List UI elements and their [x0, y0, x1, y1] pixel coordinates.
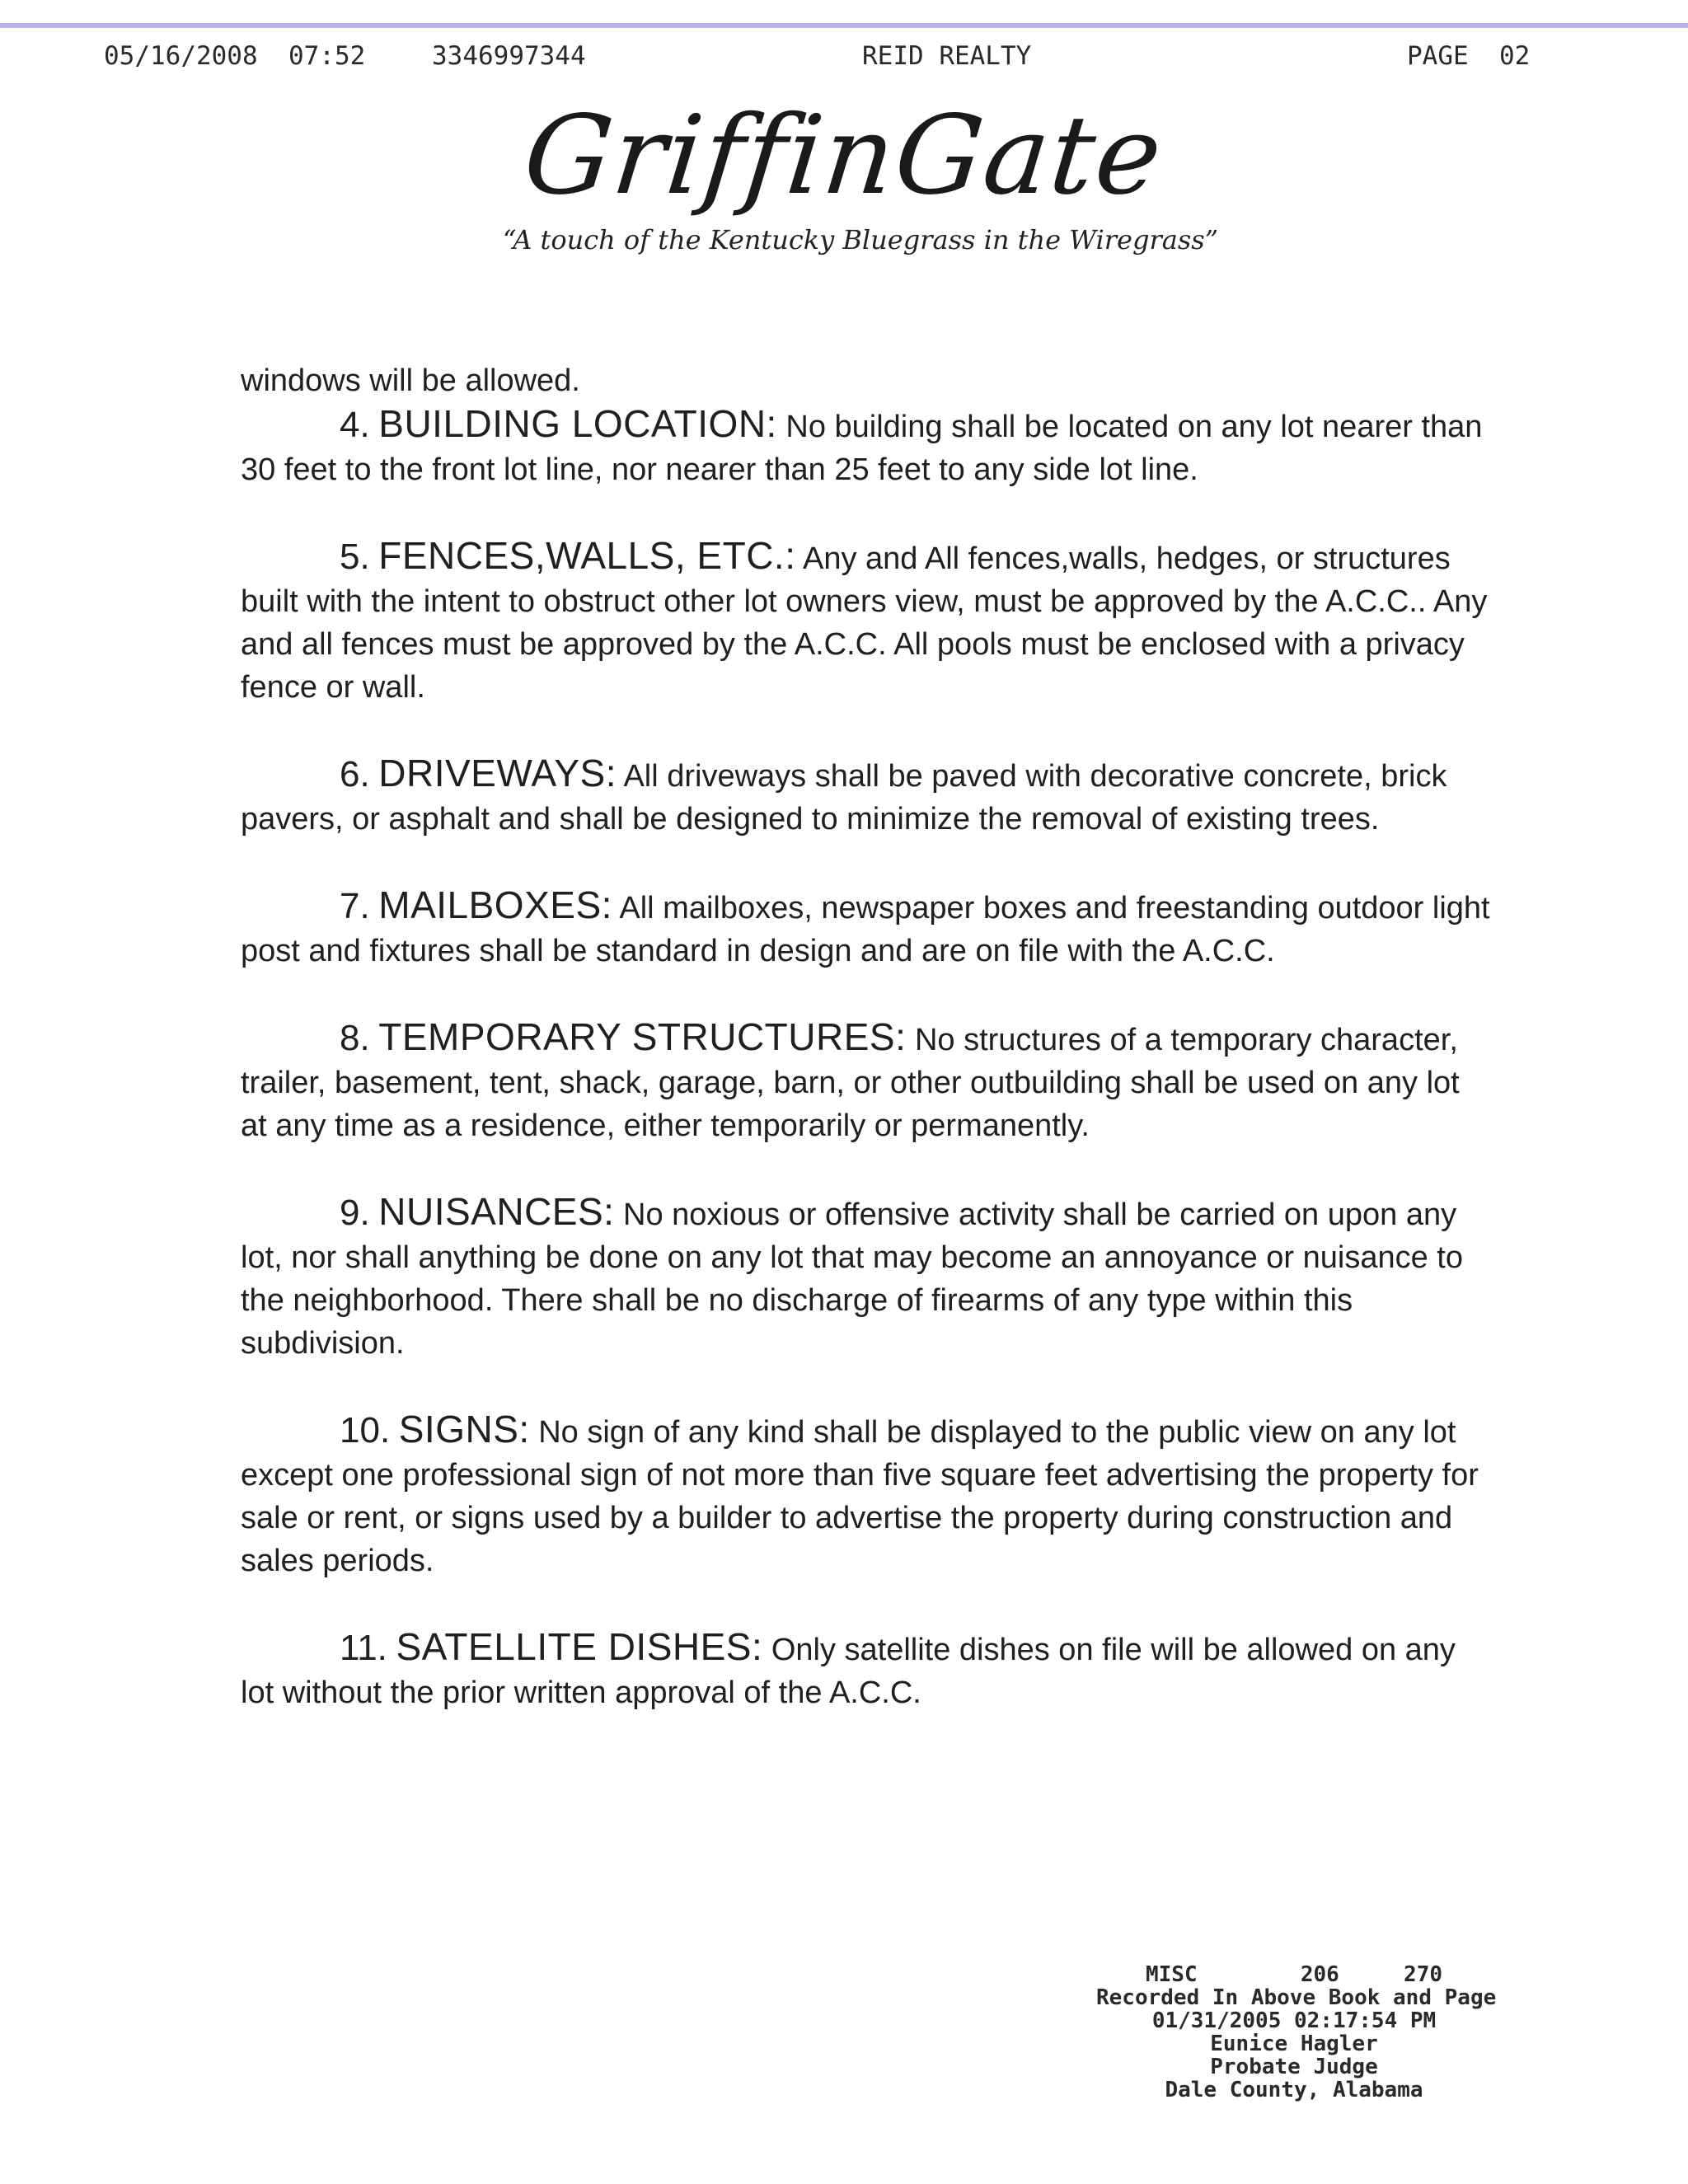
section-number: 11. — [340, 1628, 387, 1668]
section-driveways — [241, 752, 1493, 841]
section-text: Any and All fences,walls, hedges, or structures built with the intent to obstruct other lot owners view, must be approved by the A.C.C.. Any and all fences must be approved by the A.C.C. All pools must be enclosed with a privacy fence or wall. — [241, 541, 1488, 705]
section-text: No building shall be located on any lot nearer than 30 feet to the front lot line, nor nearer than 25 feet to any side lot line. — [241, 410, 1483, 487]
section-text: No sign of any kind shall be displayed to the public view on any lot except one professional sign of not more than five square feet advertising the property for sale or rent, or signs used by a builder to advertise the property during construction and sales periods. — [241, 1415, 1479, 1578]
section-heading: NUISANCES: — [378, 1190, 615, 1233]
section-heading: MAILBOXES: — [378, 883, 612, 926]
section-text: Only satellite dishes on file will be allowed on any lot without the prior written approval of the A.C.C. — [241, 1633, 1456, 1710]
section-building-location — [241, 402, 1493, 491]
section-text: All driveways shall be paved with decorative concrete, brick pavers, or asphalt and shall be designed to minimize the removal of existing trees. — [241, 759, 1447, 837]
section-number: 6. — [340, 754, 370, 794]
section-heading: SATELLITE DISHES: — [396, 1625, 763, 1668]
recording-book-page: MISC 206 270 — [1145, 1962, 1443, 1987]
section-number: 8. — [340, 1018, 370, 1058]
section-heading: TEMPORARY STRUCTURES: — [378, 1015, 907, 1058]
section-number: 10. — [340, 1410, 391, 1451]
section-heading: SIGNS: — [398, 1408, 530, 1451]
section-number: 4. — [340, 405, 370, 445]
section-heading: FENCES,WALLS, ETC.: — [378, 534, 796, 577]
covenants-body — [241, 359, 1493, 1714]
recording-timestamp: 01/31/2005 02:17:54 PM — [1151, 2008, 1437, 2033]
section-mailboxes — [241, 883, 1493, 972]
fax-top-rule — [0, 23, 1688, 28]
section-fences-walls — [241, 534, 1493, 709]
fax-phone-number: 3346997344 — [432, 41, 586, 71]
section-heading: BUILDING LOCATION: — [378, 402, 777, 445]
section-text: No structures of a temporary character, trailer, basement, tent, shack, garage, barn, or other outbuilding shall be used on any lot at any time as a residence, either temporarily or permanently. — [241, 1023, 1460, 1143]
section-number: 7. — [340, 886, 370, 926]
logo-wordmark: GriffinGate — [518, 92, 1170, 219]
griffingate-logo — [0, 91, 1688, 255]
recording-county: Dale County, Alabama — [1165, 2078, 1423, 2102]
recording-note: Recorded In Above Book and Page — [1096, 1985, 1497, 2010]
fax-page-number: PAGE 02 — [1407, 41, 1531, 71]
section-number: 9. — [340, 1193, 370, 1233]
fax-company-name: REID REALTY — [862, 41, 1032, 71]
recording-judge-name: Eunice Hagler — [1210, 2032, 1378, 2056]
section-signs — [241, 1408, 1493, 1582]
section-nuisances — [241, 1190, 1493, 1365]
section-temporary-structures — [241, 1015, 1493, 1147]
fax-header — [0, 41, 1688, 77]
section-satellite-dishes — [241, 1625, 1493, 1714]
logo-tagline: “A touch of the Kentucky Bluegrass in the Wiregrass” — [502, 224, 1219, 256]
section-number: 5. — [340, 537, 370, 577]
recording-stamp — [1096, 1962, 1497, 2102]
recording-judge-title: Probate Judge — [1210, 2055, 1378, 2079]
fax-date-time: 05/16/2008 07:52 — [104, 41, 366, 71]
section-text: All mailboxes, newspaper boxes and freestanding outdoor light post and fixtures shall be standard in design and are on file with the A.C.C. — [241, 891, 1490, 968]
section-heading: DRIVEWAYS: — [378, 752, 617, 794]
lead-in-text: windows will be allowed. — [241, 363, 580, 398]
section-text: No noxious or offensive activity shall be carried on upon any lot, nor shall anything be done on any lot that may become an annoyance or nuisance to the neighborhood. There shall be no discharge of firearms of any type within this subdivision. — [241, 1197, 1463, 1361]
